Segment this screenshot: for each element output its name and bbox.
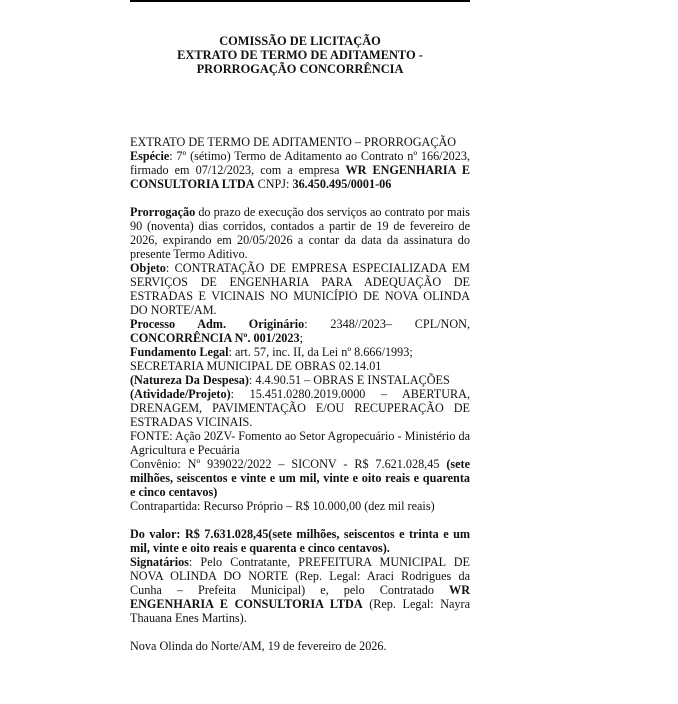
atividade-paragraph: [130, 387, 470, 429]
especie-company: WR ENGENHARIA E CONSULTORIA LTDA: [130, 163, 470, 191]
signatarios-company: WR ENGENHARIA E CONSULTORIA LTDA: [130, 583, 470, 611]
objeto-paragraph: [130, 261, 470, 317]
signatarios-label: Signatários: [130, 555, 189, 569]
especie-cnpj-label: CNPJ:: [254, 177, 293, 191]
processo-label: Processo Adm. Originário: [130, 317, 305, 331]
especie-label: Espécie: [130, 149, 170, 163]
prorrogacao-text: do prazo de execução dos serviços ao contrato por mais 90 (noventa) dias corridos, contados a partir de 19 de fevereiro de 2026, expirando em 20/05/2026 a contar da data da assinatura do presente Termo Aditivo.: [130, 205, 470, 261]
signatarios-text: : Pelo Contratante, PREFEITURA MUNICIPAL DE NOVA OLINDA DO NORTE (Rep. Legal: Araci Rodrigues da Cunha – Prefeita Municipal) e, pelo Contratado: [130, 555, 470, 597]
processo-end: ;: [299, 331, 303, 345]
valor-text: R$ 7.631.028,45(sete milhões, seiscentos e trinta e um mil, vinte e oito reais e quarenta e cinco centavos).: [130, 527, 470, 555]
especie-cnpj: 36.450.495/0001-06: [292, 177, 392, 191]
atividade-text: : 15.451.0280.2019.0000 – ABERTURA, DRENAGEM, PAVIMENTAÇÃO E/OU RECUPERAÇÃO DE ESTRADAS VICINAIS.: [130, 387, 470, 429]
especie-text: : 7º (sétimo) Termo de Aditamento ao Contrato nº 166/2023, firmado em 07/12/2023, com a empresa: [130, 149, 470, 177]
signatarios-rep: (Rep. Legal: Nayra Thauana Enes Martins).: [130, 597, 470, 625]
secretaria-line: SECRETARIA MUNICIPAL DE OBRAS 02.14.01: [130, 359, 382, 373]
natureza-text: : 4.4.90.51 – OBRAS E INSTALAÇÕES: [248, 373, 450, 387]
header-extract-title: EXTRATO DE TERMO DE ADITAMENTO -: [177, 48, 423, 62]
closing-line: Nova Olinda do Norte/AM, 19 de fevereiro de 2026.: [130, 639, 387, 653]
processo-paragraph: [130, 317, 470, 345]
objeto-text: : CONTRATAÇÃO DE EMPRESA ESPECIALIZADA EM SERVIÇOS DE ENGENHARIA PARA ADEQUAÇÃO DE ESTRADAS E VICINAIS NO MUNICÍPIO DE NOVA OLINDA DO NORTE/AM.: [130, 261, 470, 317]
convenio-text: Convênio: Nº 939022/2022 – SICONV - R$ 7.621.028,45: [130, 457, 447, 471]
objeto-label: Objeto: [130, 261, 166, 275]
header-commission: COMISSÃO DE LICITAÇÃO: [219, 34, 381, 48]
valor-label: Do valor:: [130, 527, 185, 541]
document-header: [130, 34, 470, 76]
atividade-label: (Atividade/Projeto): [130, 387, 231, 401]
prorrogacao-label: Prorrogação: [130, 205, 196, 219]
valor-paragraph: [130, 527, 470, 555]
natureza-label: (Natureza Da Despesa): [130, 373, 249, 387]
processo-text: : 2348//2023– CPL/NON,: [304, 317, 470, 331]
processo-concorrencia: CONCORRÊNCIA Nº. 001/2023: [130, 331, 300, 345]
convenio-paragraph: [130, 457, 470, 499]
header-extension-title: PRORROGAÇÃO CONCORRÊNCIA: [196, 62, 404, 76]
top-rule: [130, 0, 470, 2]
especie-paragraph: [130, 149, 470, 191]
document-body: [130, 135, 470, 653]
prorrogacao-paragraph: [130, 205, 470, 261]
convenio-amount-words: (sete milhões, seiscentos e vinte e um mil, vinte e oito reais e quarenta e cinco centavos): [130, 457, 470, 499]
fonte-paragraph: FONTE: Ação 20ZV- Fomento ao Setor Agropecuário - Ministério da Agricultura e Pecuária: [130, 429, 470, 457]
natureza-paragraph: [130, 373, 470, 387]
fundamento-text: : art. 57, inc. II, da Lei nº 8.666/1993;: [228, 345, 413, 359]
fundamento-label: Fundamento Legal: [130, 345, 229, 359]
fundamento-paragraph: [130, 345, 470, 359]
contrapartida-line: Contrapartida: Recurso Próprio – R$ 10.000,00 (dez mil reais): [130, 499, 435, 513]
extract-title: EXTRATO DE TERMO DE ADITAMENTO – PRORROGAÇÃO: [130, 135, 457, 149]
signatarios-paragraph: [130, 555, 470, 625]
